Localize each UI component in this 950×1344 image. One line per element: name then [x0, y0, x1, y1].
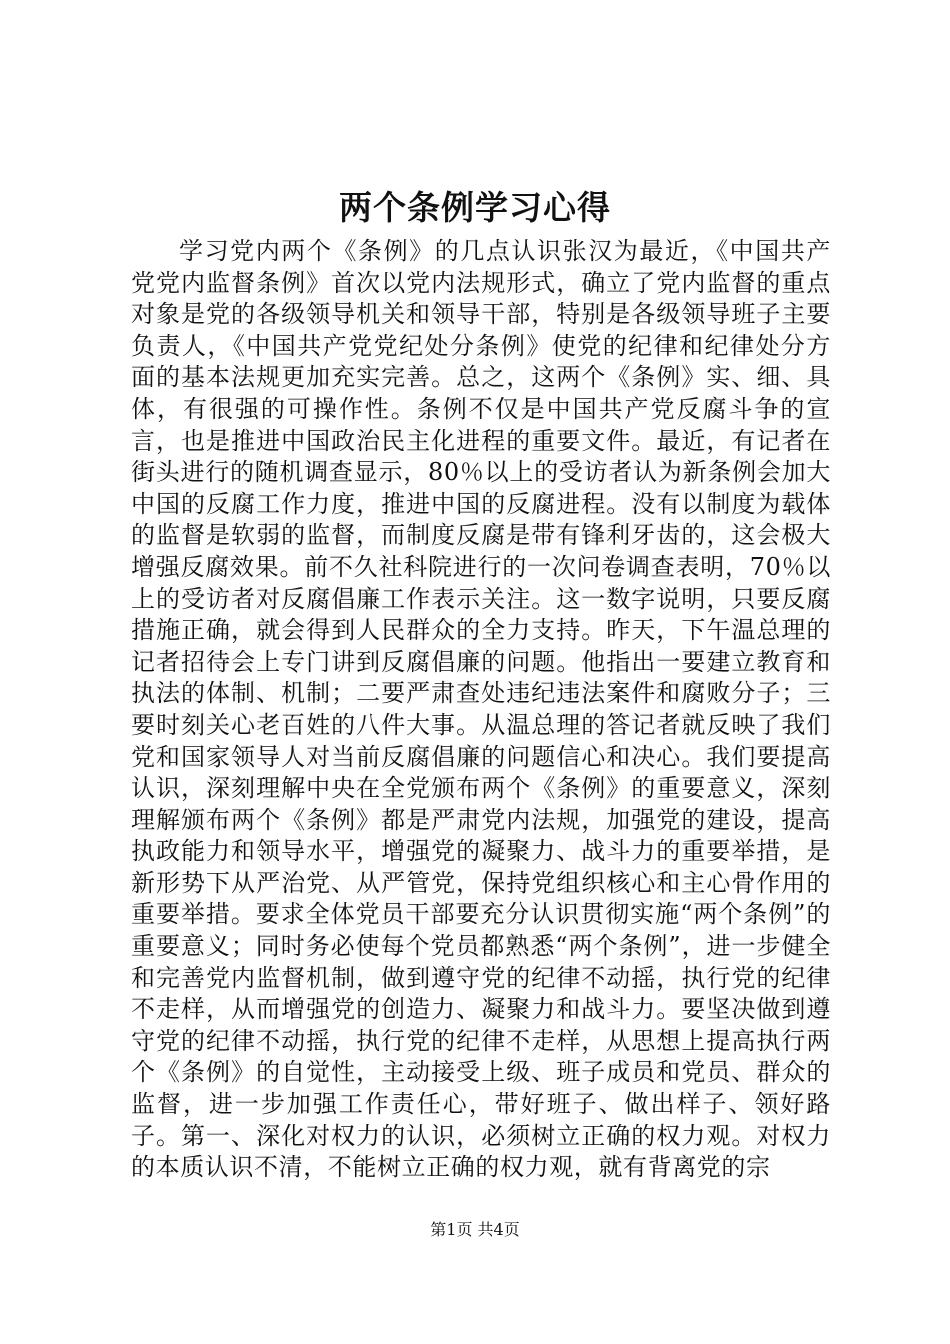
page-number-footer: 第1页 共4页	[430, 1220, 520, 1239]
document-title: 两个条例学习心得	[339, 188, 611, 227]
document-body-paragraph: 学习党内两个《条例》的几点认识张汉为最近，《中国共产党党内监督条例》首次以党内法规形式，确立了党内监督的重点对象是党的各级领导机关和领导干部，特别是各级领导班子主要负责人，《中国共产党党纪处分条例》使党的纪律和纪律处分方面的基本法规更加充实完善。总之，这两个《条例》实、细、具体，有很强的可操作性。条例不仅是中国共产党反腐斗争的宣言，也是推进中国政治民主化进程的重要文件。最近，有记者在街头进行的随机调查显示，80％以上的受访者认为新条例会加大中国的反腐工作力度，推进中国的反腐进程。没有以制度为载体的监督是软弱的监督，而制度反腐是带有锋利牙齿的，这会极大增强反腐效果。前不久社科院进行的一次问卷调查表明，70％以上的受访者对反腐倡廉工作表示关注。这一数字说明，只要反腐措施正确，就会得到人民群众的全力支持。昨天，下午温总理的记者招待会上专门讲到反腐倡廉的问题。他指出一要建立教育和执法的体制、机制；二要严肃查处违纪违法案件和腐败分子；三要时刻关心老百姓的八件大事。从温总理的答记者就反映了我们党和国家领导人对当前反腐倡廉的问题信心和决心。我们要提高认识，深刻理解中央在全党颁布两个《条例》的重要意义，深刻理解颁布两个《条例》都是严肃党内法规，加强党的建设，提高执政能力和领导水平，增强党的凝聚力、战斗力的重要举措，是新形势下从严治党、从严管党，保持党组织核心和主心骨作用的重要举措。要求全体党员干部要充分认识贯彻实施“两个条例”的重要意义；同时务必使每个党员都熟悉“两个条例”，进一步健全和完善党内监督机制，做到遵守党的纪律不动摇，执行党的纪律不走样，从而增强党的创造力、凝聚力和战斗力。要坚决做到遵守党的纪律不动摇，执行党的纪律不走样，从思想上提高执行两个《条例》的自觉性，主动接受上级、班子成员和党员、群众的监督，进一步加强工作责任心，带好班子、做出样子、领好路子。第一、深化对权力的认识，必须树立正确的权力观。对权力的本质认识不清，不能树立正确的权力观，就有背离党的宗	[131, 237, 831, 1182]
